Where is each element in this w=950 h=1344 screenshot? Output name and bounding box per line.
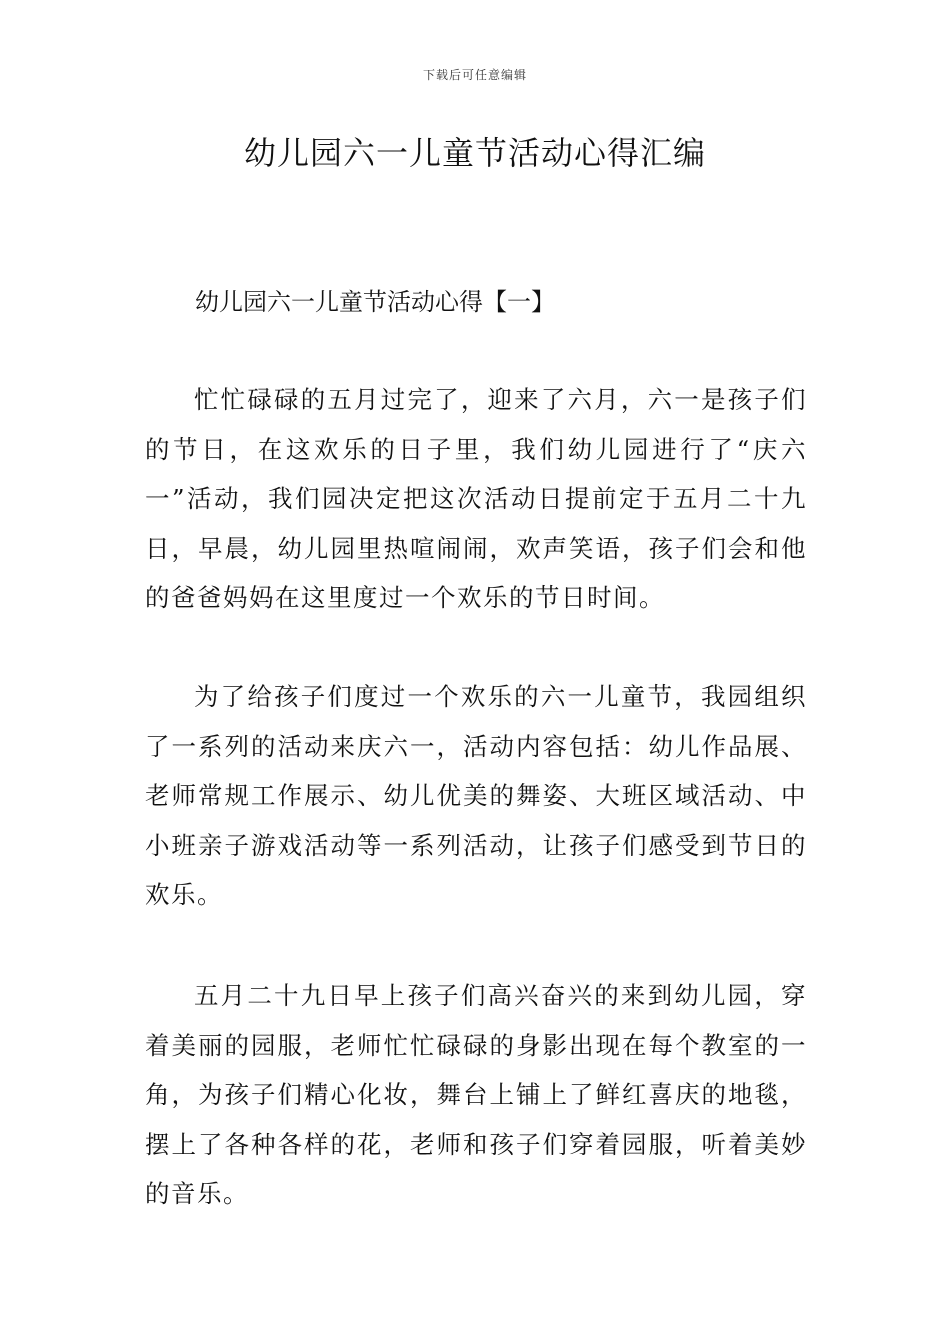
body-paragraph-2-container: [145, 672, 807, 920]
body-paragraph: 五月二十九日早上孩子们高兴奋兴的来到幼儿园，穿着美丽的园服，老师忙忙碌碌的身影出现在每个教室的一角，为孩子们精心化妆，舞台上铺上了鲜红喜庆的地毯，摆上了各种各样的花，老师和孩子们穿着园服，听着美妙的音乐。: [145, 981, 807, 1208]
body-paragraph-1-container: [145, 375, 807, 623]
section-heading: 幼儿园六一儿童节活动心得【一】: [195, 288, 555, 316]
header-note: 下载后可任意编辑: [422, 68, 527, 82]
body-paragraph: 为了给孩子们度过一个欢乐的六一儿童节，我园组织了一系列的活动来庆六一，活动内容包括：幼儿作品展、老师常规工作展示、幼儿优美的舞姿、大班区域活动、中小班亲子游戏活动等一系列活动，让孩子们感受到节日的欢乐。: [145, 682, 807, 909]
body-paragraph-3-container: [145, 971, 807, 1219]
body-paragraph: 忙忙碌碌的五月过完了，迎来了六月，六一是孩子们的节日，在这欢乐的日子里，我们幼儿园进行了“庆六一”活动，我们园决定把这次活动日提前定于五月二十九日，早晨，幼儿园里热喧闹闹，欢声笑语，孩子们会和他的爸爸妈妈在这里度过一个欢乐的节日时间。: [145, 385, 807, 612]
document-title: 幼儿园六一儿童节活动心得汇编: [243, 134, 706, 172]
